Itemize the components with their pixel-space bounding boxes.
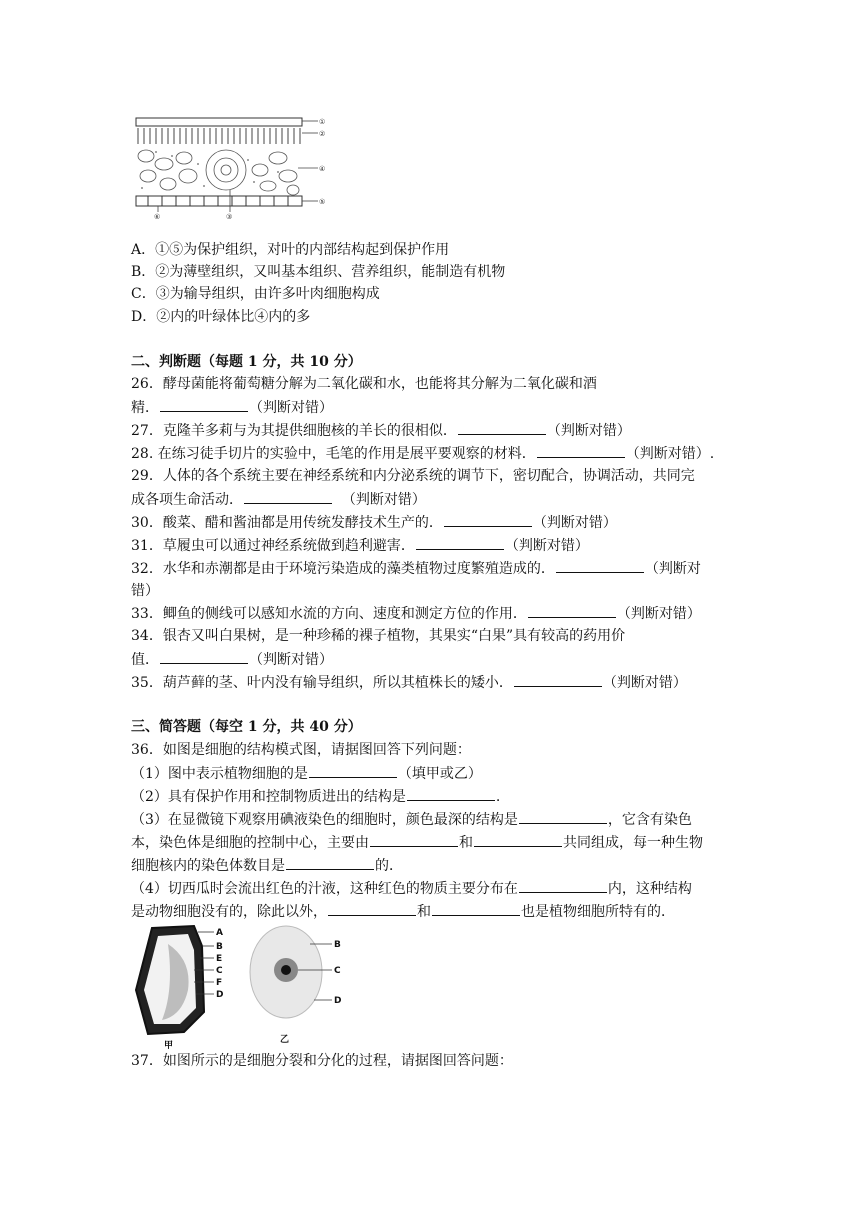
question-36-4-line-2: 是动物细胞没有的，除此以外， 和 也是植物细胞所特有的． (131, 901, 675, 922)
animal-cell-caption: 乙 (280, 1035, 290, 1045)
answer-blank[interactable] (519, 878, 607, 893)
question-29-line-1: 29．人体的各个系统主要在神经系统和内分泌系统的调节下，密切配合，协调活动，共同完 (131, 468, 695, 484)
animal-label-b: B (334, 940, 341, 950)
answer-blank[interactable] (328, 901, 416, 916)
answer-blank[interactable] (514, 672, 602, 687)
question-36-1: （1）图中表示植物细胞的是 （填甲或乙） (131, 763, 482, 784)
answer-blank[interactable] (444, 512, 532, 527)
question-32-line-1: 32．水华和赤潮都是由于环境污染造成的藻类植物过度繁殖造成的． （判断对 (131, 558, 701, 579)
question-26-line-1: 26．酵母菌能将葡萄糖分解为二氧化碳和水，也能将其分解为二氧化碳和酒 (131, 376, 597, 392)
plant-label-d: D (216, 990, 224, 1000)
question-31: 31．草履虫可以通过神经系统做到趋利避害． （判断对错） (131, 535, 589, 556)
question-36-3-line-2: 本，染色体是细胞的控制中心，主要由 和 共同组成，每一种生物 (131, 832, 703, 853)
answer-blank[interactable] (528, 603, 616, 618)
answer-blank[interactable] (556, 558, 644, 573)
option-c: C．③为输导组织，由许多叶肉细胞构成 (131, 286, 380, 302)
leaf-label-3: ③ (226, 213, 233, 220)
question-32-line-2: 错） (131, 583, 159, 599)
question-36: 36．如图是细胞的结构模式图，请据图回答下列问题： (131, 742, 471, 758)
section-2-title: 二、判断题（每题 1 分，共 10 分） (131, 354, 362, 370)
leaf-label-4: ④ (319, 165, 326, 173)
answer-blank[interactable] (458, 420, 546, 435)
plant-cell-figure (128, 920, 243, 1050)
section-3-title: 三、简答题（每空 1 分，共 40 分） (131, 719, 362, 735)
question-29-line-2: 成各项生命活动． （判断对错） (131, 489, 426, 510)
question-36-2: （2）具有保护作用和控制物质进出的结构是 . (131, 786, 500, 807)
question-30: 30．酸菜、醋和酱油都是用传统发酵技术生产的． （判断对错） (131, 512, 617, 533)
plant-label-e: E (216, 954, 223, 964)
answer-blank[interactable] (309, 763, 397, 778)
plant-label-b: B (216, 942, 223, 952)
answer-blank[interactable] (474, 832, 562, 847)
question-35: 35．葫芦藓的茎、叶内没有输导组织，所以其植株长的矮小． （判断对错） (131, 672, 687, 693)
plant-label-a: A (216, 928, 223, 938)
leaf-label-6: ⑥ (154, 213, 161, 220)
question-27: 27．克隆羊多莉与为其提供细胞核的羊长的很相似． （判断对错） (131, 420, 631, 441)
question-36-4-line-1: （4）切西瓜时会流出红色的汁液，这种红色的物质主要分布在 内，这种结构 (131, 878, 692, 899)
question-28: 28. 在练习徒手切片的实验中，毛笔的作用是展平要观察的材料． （判断对错）. (131, 443, 714, 464)
option-d: D．②内的叶绿体比④内的多 (131, 309, 311, 325)
leaf-label-1: ① (319, 118, 326, 126)
leaf-label-5: ⑤ (319, 198, 326, 206)
animal-label-d: D (334, 996, 342, 1006)
question-26-line-2: 精． （判断对错） (131, 397, 333, 418)
question-36-3-line-1: （3）在显微镜下观察用碘液染色的细胞时，颜色最深的结构是 ，它含有染色 (131, 809, 692, 830)
answer-blank[interactable] (407, 786, 495, 801)
animal-label-c: C (334, 966, 341, 976)
answer-blank[interactable] (160, 397, 248, 412)
animal-cell-figure (248, 924, 358, 1046)
option-b: B．②为薄壁组织，又叫基本组织、营养组织，能制造有机物 (131, 264, 506, 280)
plant-cell-caption: 甲 (164, 1041, 174, 1050)
answer-blank[interactable] (244, 489, 332, 504)
answer-blank[interactable] (416, 535, 504, 550)
question-33: 33．鲫鱼的侧线可以感知水流的方向、速度和测定方位的作用． （判断对错） (131, 603, 701, 624)
answer-blank[interactable] (537, 443, 625, 458)
leaf-cross-section-figure (128, 112, 333, 220)
answer-blank[interactable] (370, 832, 458, 847)
answer-blank[interactable] (432, 901, 520, 916)
question-34-line-1: 34．银杏又叫白果树，是一种珍稀的裸子植物，其果实“白果”具有较高的药用价 (131, 628, 626, 644)
plant-label-f: F (216, 978, 223, 988)
leaf-label-2: ② (319, 130, 326, 138)
answer-blank[interactable] (286, 855, 374, 870)
question-37: 37．如图所示的是细胞分裂和分化的过程，请据图回答问题： (131, 1053, 513, 1069)
question-36-3-line-3: 细胞核内的染色体数目是 的． (131, 855, 403, 876)
plant-label-c: C (216, 966, 223, 976)
question-34-line-2: 值． （判断对错） (131, 649, 333, 670)
answer-blank[interactable] (519, 809, 607, 824)
answer-blank[interactable] (160, 649, 248, 664)
option-a: A．①⑤为保护组织，对叶的内部结构起到保护作用 (131, 242, 450, 258)
